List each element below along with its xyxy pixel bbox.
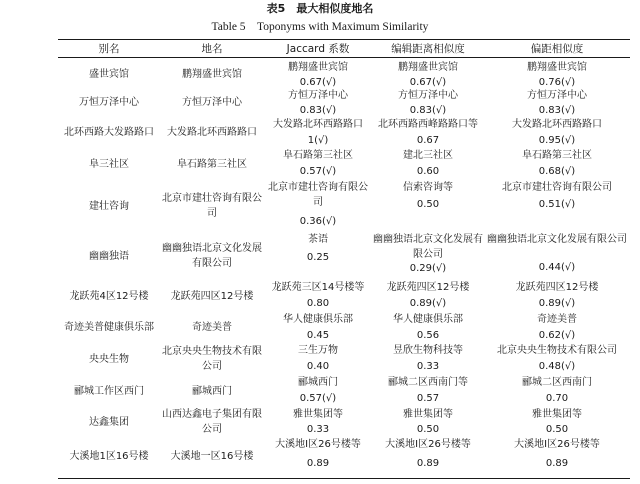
cell-alias: 盛世宾馆 bbox=[89, 68, 129, 80]
jaccard-match-text: 方恒万泽中心 bbox=[288, 90, 348, 101]
edit-score: 0.60 bbox=[416, 166, 440, 177]
offset-match-text: 鹏翔盛世宾馆 bbox=[527, 62, 587, 73]
jaccard-score: 0.57(√) bbox=[299, 393, 337, 404]
jaccard-score: 0.33 bbox=[306, 424, 330, 435]
cell-alias: 建壮咨询 bbox=[89, 200, 129, 212]
offset-score: 0.83(√) bbox=[538, 105, 576, 116]
cell-offset bbox=[484, 88, 630, 117]
jaccard-score: 0.80 bbox=[306, 298, 330, 309]
jaccard-match-text: 大发路北环西路路口 bbox=[273, 119, 363, 130]
jaccard-score: 0.83(√) bbox=[299, 105, 337, 116]
offset-match-text: 大溪地I区26号楼等 bbox=[514, 439, 600, 450]
cell-offset bbox=[484, 407, 630, 437]
offset-match-text: 北京央央生物技术有限公司 bbox=[497, 345, 617, 356]
cell-edit bbox=[372, 117, 484, 148]
jaccard-match-text: 三生万物 bbox=[298, 345, 338, 356]
cell-jaccard bbox=[264, 60, 372, 88]
cell-alias: 郦城工作区西门 bbox=[74, 385, 144, 397]
jaccard-score: 0.36(√) bbox=[299, 216, 337, 227]
cell-jaccard bbox=[264, 437, 372, 475]
offset-score: 0.44(√) bbox=[538, 262, 576, 273]
cell-offset bbox=[484, 375, 630, 407]
jaccard-score: 0.67(√) bbox=[299, 77, 337, 88]
header-jaccard: Jaccard 系数 bbox=[286, 43, 350, 55]
cell-offset bbox=[484, 232, 630, 280]
cell-toponym: 北京市建壮咨询有限公司 bbox=[162, 193, 262, 219]
edit-match-text: 龙跃苑四区12号楼 bbox=[386, 282, 470, 293]
edit-match-text: 鹏翔盛世宾馆 bbox=[398, 62, 458, 73]
header-edit-similarity: 编辑距离相似度 bbox=[391, 43, 465, 55]
cell-toponym: 阜石路第三社区 bbox=[177, 158, 247, 170]
offset-score: 0.48(√) bbox=[538, 361, 576, 372]
cell-toponym: 大溪地一区16号楼 bbox=[170, 450, 254, 462]
cell-jaccard bbox=[264, 148, 372, 180]
edit-score: 0.67 bbox=[416, 135, 440, 146]
cell-jaccard bbox=[264, 407, 372, 437]
cell-alias: 央央生物 bbox=[89, 353, 129, 365]
edit-score: 0.33 bbox=[416, 361, 440, 372]
edit-match-text: 信索咨询等 bbox=[403, 182, 453, 193]
table-caption-en: Table 5 Toponyms with Maximum Similarity bbox=[211, 21, 429, 33]
cell-jaccard bbox=[264, 180, 372, 232]
cell-offset bbox=[484, 437, 630, 475]
jaccard-match-text: 华人健康俱乐部 bbox=[283, 314, 353, 325]
offset-score: 0.51(√) bbox=[538, 199, 576, 210]
offset-match-text: 方恒万泽中心 bbox=[527, 90, 587, 101]
offset-match-text: 阜石路第三社区 bbox=[522, 150, 592, 161]
edit-match-text: 方恒万泽中心 bbox=[398, 90, 458, 101]
cell-edit bbox=[372, 437, 484, 475]
edit-match-text: 幽幽独语北京文化发展有限公司 bbox=[373, 234, 483, 260]
cell-toponym: 大发路北环西路路口 bbox=[167, 127, 257, 138]
edit-score: 0.50 bbox=[416, 424, 440, 435]
cell-jaccard bbox=[264, 343, 372, 375]
edit-match-text: 北环西路西峰路路口等 bbox=[378, 119, 478, 130]
cell-offset bbox=[484, 312, 630, 343]
table-header-rule bbox=[58, 57, 630, 58]
cell-alias: 龙跃苑4区12号楼 bbox=[69, 290, 149, 302]
cell-toponym: 北京央央生物技术有限公司 bbox=[162, 346, 262, 372]
edit-score: 0.89 bbox=[416, 458, 440, 469]
table-bottom-rule bbox=[58, 478, 630, 479]
offset-score: 0.70 bbox=[545, 393, 569, 404]
jaccard-score: 0.40 bbox=[306, 361, 330, 372]
offset-score: 0.89 bbox=[545, 458, 569, 469]
edit-match-text: 昱欣生物科技等 bbox=[393, 345, 463, 356]
table-caption-cn: 表5 最大相似度地名 bbox=[266, 2, 374, 15]
cell-edit bbox=[372, 280, 484, 312]
cell-alias: 大溪地1区16号楼 bbox=[69, 450, 149, 462]
offset-match-text: 奇迹美普 bbox=[537, 314, 577, 325]
cell-edit bbox=[372, 407, 484, 437]
jaccard-match-text: 雅世集团等 bbox=[293, 409, 343, 420]
edit-match-text: 大溪地I区26号楼等 bbox=[385, 439, 471, 450]
cell-offset bbox=[484, 117, 630, 148]
offset-score: 0.50 bbox=[545, 424, 569, 435]
cell-edit bbox=[372, 148, 484, 180]
jaccard-match-text: 郦城西门 bbox=[298, 377, 338, 388]
cell-jaccard bbox=[264, 232, 372, 280]
cell-edit bbox=[372, 232, 484, 280]
offset-score: 0.76(√) bbox=[538, 77, 576, 88]
edit-match-text: 郦城二区西南门等 bbox=[388, 377, 468, 388]
offset-match-text: 北京市建壮咨询有限公司 bbox=[502, 182, 612, 193]
jaccard-match-text: 鹏翔盛世宾馆 bbox=[288, 62, 348, 73]
cell-toponym: 方恒万泽中心 bbox=[182, 97, 242, 108]
cell-edit bbox=[372, 343, 484, 375]
jaccard-score: 0.25 bbox=[306, 252, 330, 263]
offset-match-text: 大发路北环西路路口 bbox=[512, 119, 602, 130]
jaccard-score: 1(√) bbox=[307, 135, 329, 146]
cell-edit bbox=[372, 88, 484, 117]
cell-jaccard bbox=[264, 312, 372, 343]
header-offset-similarity: 偏距相似度 bbox=[530, 43, 584, 55]
offset-score: 0.89(√) bbox=[538, 298, 576, 309]
cell-toponym: 山西达鑫电子集团有限公司 bbox=[162, 409, 262, 435]
jaccard-score: 0.89 bbox=[306, 458, 330, 469]
header-alias: 别名 bbox=[98, 43, 120, 55]
jaccard-score: 0.45 bbox=[306, 330, 330, 341]
cell-toponym: 郦城西门 bbox=[192, 385, 232, 397]
edit-score: 0.89(√) bbox=[409, 298, 447, 309]
cell-edit bbox=[372, 312, 484, 343]
edit-match-text: 华人健康俱乐部 bbox=[393, 314, 463, 325]
cell-jaccard bbox=[264, 117, 372, 148]
cell-offset bbox=[484, 180, 630, 232]
offset-match-text: 幽幽独语北京文化发展有限公司 bbox=[487, 234, 627, 245]
edit-score: 0.67(√) bbox=[409, 77, 447, 88]
cell-edit bbox=[372, 180, 484, 232]
cell-alias: 达鑫集团 bbox=[89, 416, 129, 428]
offset-score: 0.95(√) bbox=[538, 135, 576, 146]
cell-offset bbox=[484, 60, 630, 88]
jaccard-match-text: 大溪地I区26号楼等 bbox=[275, 439, 361, 450]
cell-alias: 幽幽独语 bbox=[89, 250, 129, 262]
cell-toponym: 龙跃苑四区12号楼 bbox=[170, 290, 254, 302]
cell-jaccard bbox=[264, 88, 372, 117]
cell-alias: 万恒万泽中心 bbox=[79, 97, 139, 108]
jaccard-match-text: 北京市建壮咨询有限公司 bbox=[268, 182, 368, 208]
edit-score: 0.50 bbox=[416, 199, 440, 210]
edit-score: 0.57 bbox=[416, 393, 440, 404]
jaccard-match-text: 阜石路第三社区 bbox=[283, 150, 353, 161]
cell-offset bbox=[484, 148, 630, 180]
cell-toponym: 幽幽独语北京文化发展有限公司 bbox=[162, 243, 262, 269]
offset-score: 0.62(√) bbox=[538, 330, 576, 341]
cell-offset bbox=[484, 343, 630, 375]
jaccard-match-text: 龙跃苑三区14号楼等 bbox=[271, 282, 365, 293]
edit-score: 0.29(√) bbox=[409, 263, 447, 274]
offset-score: 0.68(√) bbox=[538, 166, 576, 177]
cell-alias: 阜三社区 bbox=[89, 158, 129, 170]
cell-edit bbox=[372, 375, 484, 407]
jaccard-score: 0.57(√) bbox=[299, 166, 337, 177]
offset-match-text: 雅世集团等 bbox=[532, 409, 582, 420]
offset-match-text: 龙跃苑四区12号楼 bbox=[515, 282, 599, 293]
edit-match-text: 建北三社区 bbox=[403, 150, 453, 161]
cell-offset bbox=[484, 280, 630, 312]
cell-toponym: 奇迹美普 bbox=[192, 322, 232, 333]
offset-match-text: 郦城二区西南门 bbox=[522, 377, 592, 388]
cell-edit bbox=[372, 60, 484, 88]
edit-score: 0.56 bbox=[416, 330, 440, 341]
cell-jaccard bbox=[264, 280, 372, 312]
cell-jaccard bbox=[264, 375, 372, 407]
jaccard-match-text: 茶语 bbox=[308, 234, 328, 245]
cell-toponym: 鹏翔盛世宾馆 bbox=[182, 68, 242, 80]
cell-alias: 北环西路大发路路口 bbox=[64, 127, 154, 138]
edit-match-text: 雅世集团等 bbox=[403, 409, 453, 420]
edit-score: 0.83(√) bbox=[409, 105, 447, 116]
header-name: 地名 bbox=[201, 43, 223, 55]
cell-alias: 奇迹美普健康俱乐部 bbox=[64, 322, 154, 333]
